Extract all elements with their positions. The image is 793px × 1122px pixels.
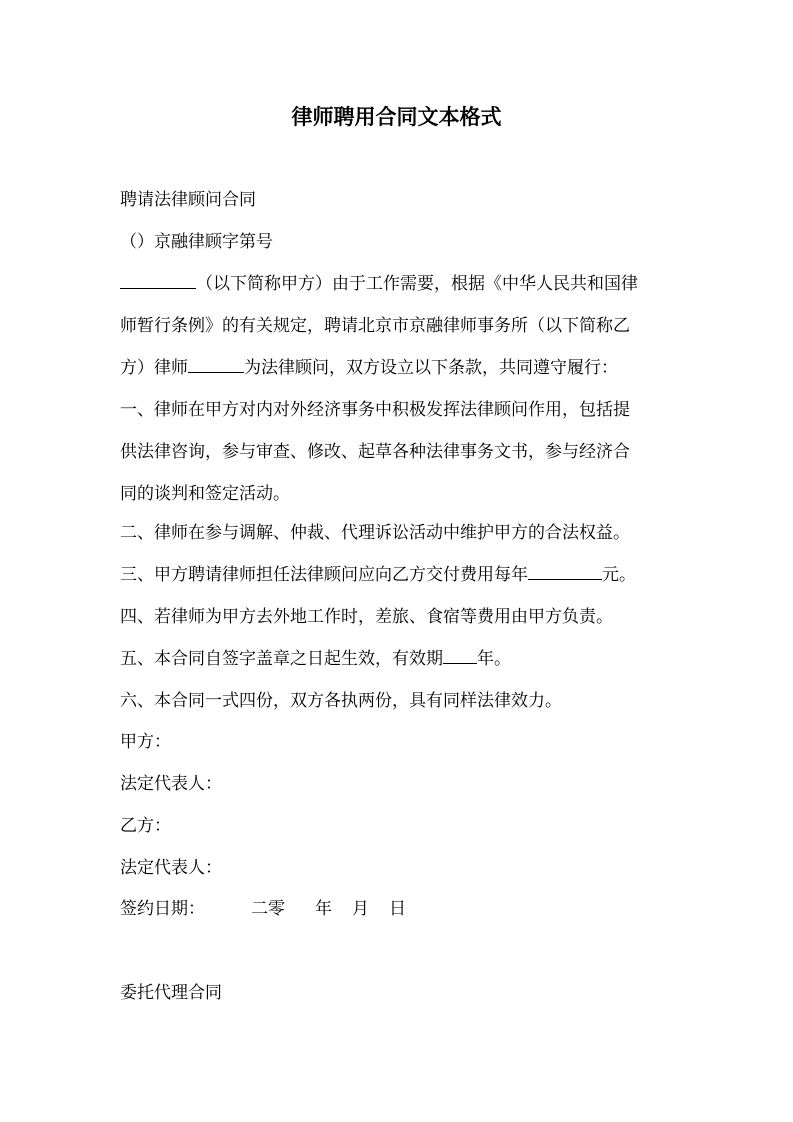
- annual-fee-blank[interactable]: [528, 562, 602, 580]
- clause-3-text-b: 元。: [602, 565, 636, 585]
- contract-subtitle: 聘请法律顾问合同: [120, 190, 256, 210]
- clause-3-text-a: 三、甲方聘请律师担任法律顾问应向乙方交付费用每年: [120, 565, 528, 585]
- document-title: 律师聘用合同文本格式: [291, 105, 502, 129]
- clause-3: [120, 562, 680, 588]
- paragraph-1-line-3: [120, 355, 680, 381]
- clause-4: 四、若律师为甲方去外地工作时，差旅、食宿等费用由甲方负责。: [120, 607, 613, 627]
- paragraph-1-text-a: （以下简称甲方）由于工作需要，根据《中华人民共和国律: [196, 274, 638, 294]
- party-a-blank[interactable]: [120, 271, 196, 289]
- clause-5-text-b: 年。: [477, 649, 511, 669]
- paragraph-1-line-1: [120, 271, 680, 297]
- clause-1-line-3: 同的谈判和签定活动。: [120, 484, 290, 504]
- validity-years-blank[interactable]: [443, 646, 477, 664]
- clause-5: [120, 646, 680, 672]
- paragraph-1-text-c2: 为法律顾问，双方设立以下条款，共同遵守履行：: [244, 358, 618, 378]
- signing-date-label: 签约日期：: [120, 899, 205, 919]
- party-a-label: 甲方：: [120, 732, 171, 752]
- party-b-label: 乙方：: [120, 816, 171, 836]
- paragraph-1-line-2: 师暂行条例》的有关规定，聘请北京市京融律师事务所（以下简称乙: [120, 316, 630, 336]
- signing-day: 日: [389, 899, 406, 919]
- clause-5-text-a: 五、本合同自签字盖章之日起生效，有效期: [120, 649, 443, 669]
- clause-1-line-1: 一、律师在甲方对内对外经济事务中积极发挥法律顾问作用，包括提: [120, 400, 630, 420]
- party-a-representative-label: 法定代表人：: [120, 774, 222, 794]
- next-section-title: 委托代理合同: [120, 983, 222, 1003]
- reference-number: （）京融律顾字第号: [120, 232, 273, 252]
- signing-month: 月: [352, 899, 369, 919]
- clause-1-line-2: 供法律咨询，参与审查、修改、起草各种法律事务文书，参与经济合: [120, 442, 630, 462]
- clause-2: 二、律师在参与调解、仲裁、代理诉讼活动中维护甲方的合法权益。: [120, 523, 630, 543]
- lawyer-name-blank[interactable]: [188, 355, 244, 373]
- party-b-representative-label: 法定代表人：: [120, 858, 222, 878]
- signing-year-prefix: 二零: [251, 899, 285, 919]
- clause-6: 六、本合同一式四份，双方各执两份，具有同样法律效力。: [120, 691, 562, 711]
- paragraph-1-text-c1: 方）律师: [120, 358, 188, 378]
- signing-date: [120, 896, 680, 922]
- signing-year: 年: [315, 899, 332, 919]
